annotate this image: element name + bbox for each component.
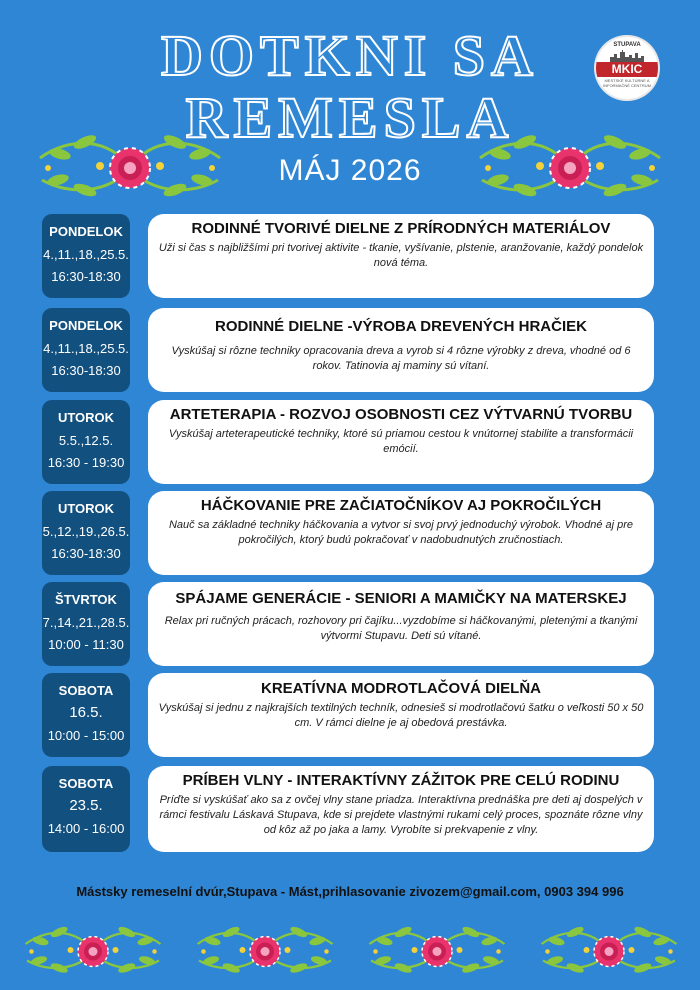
event-title: ARTETERAPIA - ROZVOJ OSOBNOSTI CEZ VÝTVARNÚ TVORBU — [169, 406, 633, 423]
event-day: UTOROK — [57, 501, 115, 516]
event-description: Vyskúšaj si rôzne techniky opracovania dreva a vyrob si 4 rôzne výrobky z dreva, vhodné od 6 rokov. Tatinovia aj maminy sú vítaní. — [171, 345, 631, 372]
event-row — [0, 673, 700, 757]
event-row — [0, 582, 700, 666]
event-dates: 5.5.,12.5. — [58, 433, 114, 448]
event-day-box — [42, 582, 130, 666]
month-label: MÁJ 2026 — [278, 154, 422, 187]
event-description: Príďte si vyskúšať ako sa z ovčej vlny stane priadza. Interaktívna prednáška pre deti aj dospelých v rámci festivalu Láskavá Stupava, kde si prejdete vlastnými rukami celý proces, spoznáte rôzne vlny od kôz až po jaka a lamy. Vyrobíte si prekvapenie z vlny. — [159, 794, 643, 836]
event-dates: 23.5. — [69, 797, 103, 814]
event-title: RODINNÉ DIELNE -VÝROBA DREVENÝCH HRAČIEK — [215, 318, 587, 335]
event-day: PONDELOK — [49, 224, 123, 239]
event-day: UTOROK — [57, 410, 115, 425]
event-description: Nauč sa základné techniky háčkovania a vytvor si svoj prvý jednoduchý výrobok. Vhodné aj pre pokročilých, ktorý budú pokračovať v nadobudnutých zručnostiach. — [168, 519, 634, 546]
event-day-box — [42, 766, 130, 852]
event-card — [148, 400, 654, 484]
event-day: ŠTVRTOK — [55, 592, 117, 607]
event-dates: 5.,12.,19.,26.5. — [42, 524, 130, 539]
event-title: PRÍBEH VLNY - INTERAKTÍVNY ZÁŽITOK PRE CELÚ RODINU — [182, 772, 620, 789]
event-day: PONDELOK — [49, 318, 123, 333]
event-time: 10:00 - 15:00 — [47, 728, 125, 743]
event-time: 16:30-18:30 — [51, 546, 121, 561]
event-row — [0, 400, 700, 484]
floral-ornament-bottom-1 — [18, 914, 168, 989]
event-dates: 4.,11.,18.,25.5. — [43, 247, 129, 262]
event-dates: 7.,14.,21.,28.5. — [42, 615, 130, 630]
event-card — [148, 308, 654, 392]
event-row — [0, 491, 700, 575]
event-day-box — [42, 491, 130, 575]
event-day-box — [42, 308, 130, 392]
logo-name: MKIC — [596, 62, 658, 77]
event-row — [0, 214, 700, 298]
event-time: 16:30-18:30 — [51, 363, 121, 378]
event-card — [148, 673, 654, 757]
event-title: HÁČKOVANIE PRE ZAČIATOČNÍKOV AJ POKROČILÝCH — [200, 497, 602, 514]
event-card — [148, 582, 654, 666]
event-description: Vyskúšaj arteterapeutické techniky, ktoré sú priamou cestou k vnútornej stabilite a transformácii emócií. — [168, 428, 634, 455]
event-card — [148, 766, 654, 852]
event-time: 16:30 - 19:30 — [47, 455, 125, 470]
logo-subtitle: MESTSKÉ KULTÚRNE A INFORMAČNÉ CENTRUM — [603, 78, 651, 88]
event-time: 14:00 - 16:00 — [47, 821, 125, 836]
title-line-1: DOTKNI SA — [161, 23, 539, 88]
event-dates: 4.,11.,18.,25.5. — [43, 341, 129, 356]
floral-ornament-top-right — [470, 118, 670, 218]
event-row — [0, 766, 700, 852]
event-description: Vyskúšaj si jednu z najkrajších textilných techník, odnesieš si modrotlačovú šatku o veľkosti 50 x 50 cm. V rámci dielne je aj obedová prestávka. — [158, 702, 644, 729]
floral-ornament-bottom-4 — [534, 914, 684, 989]
event-card — [148, 491, 654, 575]
mkic-logo — [596, 37, 658, 99]
event-time: 10:00 - 11:30 — [48, 637, 124, 652]
skyline-icon — [610, 50, 644, 62]
event-title: SPÁJAME GENERÁCIE - SENIORI A MAMIČKY NA MATERSKEJ — [175, 590, 627, 607]
event-day-box — [42, 400, 130, 484]
event-time: 16:30-18:30 — [51, 269, 121, 284]
event-title: KREATÍVNA MODROTLAČOVÁ DIELŇA — [261, 680, 541, 697]
event-day-box — [42, 214, 130, 298]
event-title: RODINNÉ TVORIVÉ DIELNE Z PRÍRODNÝCH MATERIÁLOV — [191, 220, 611, 237]
footer-contact: Mástsky remeselní dvúr,Stupava - Mást,prihlasovanie zivozem@gmail.com, 0903 394 996 — [76, 884, 624, 899]
event-day: SOBOTA — [58, 776, 114, 791]
logo-top-text: STUPAVA — [613, 42, 641, 48]
event-row — [0, 308, 700, 392]
floral-ornament-top-left — [30, 118, 230, 218]
event-card — [148, 214, 654, 298]
event-description: Relax pri ručných prácach, rozhovory pri čajíku...vyzdobíme si háčkovanými, pletenými a tkanými výtvormi Stupavu. Deti sú vítané. — [164, 615, 638, 642]
title-line-2: REMESLA — [185, 85, 515, 150]
event-dates: 16.5. — [69, 704, 103, 721]
event-day-box — [42, 673, 130, 757]
floral-ornament-bottom-3 — [362, 914, 512, 989]
event-day: SOBOTA — [58, 683, 114, 698]
floral-ornament-bottom-2 — [190, 914, 340, 989]
event-description: Uži si čas s najbližšími pri tvorivej aktivite - tkanie, vyšívanie, plstenie, aranžovanie, každý pondelok nová téma. — [158, 242, 644, 269]
